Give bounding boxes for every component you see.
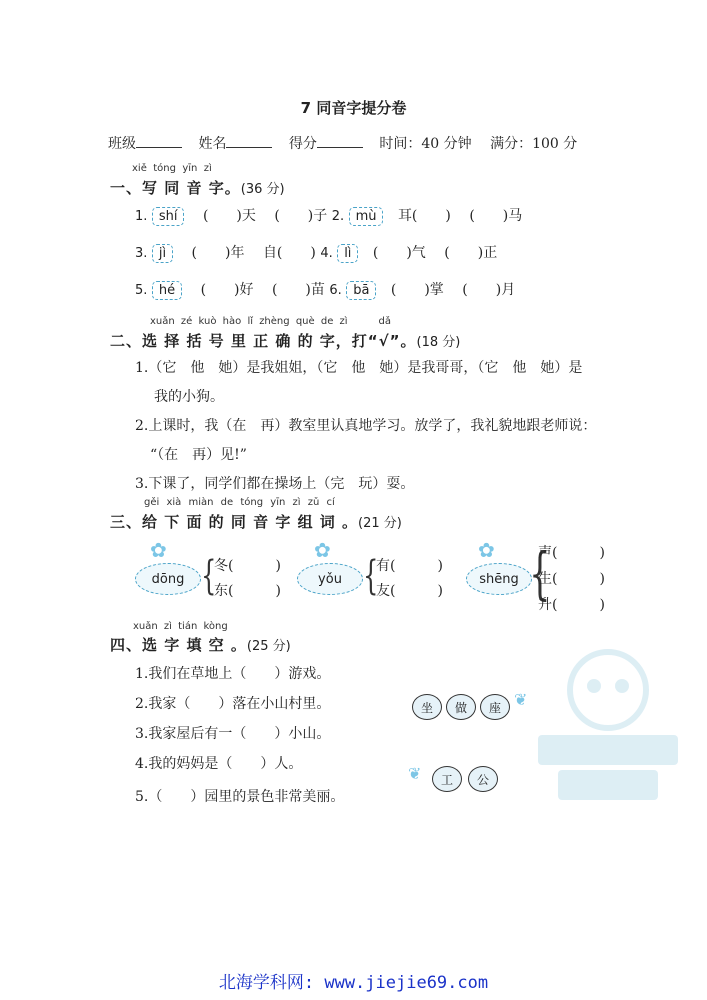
class-blank[interactable] <box>136 134 182 148</box>
pinyin-box: shí <box>152 207 185 226</box>
s1-points: (36 分) <box>240 182 285 197</box>
word-blank[interactable]: 冬( ) <box>214 558 281 574</box>
page-title: 7 同音字提分卷 <box>300 99 407 117</box>
s4-item-1[interactable]: 1.我们在草地上（ ）游戏。 <box>135 666 331 682</box>
s4-pinyin <box>133 621 228 632</box>
s2-py: què <box>295 316 315 327</box>
s1-py-3: zì <box>203 163 212 174</box>
s1-c0: 写 <box>142 179 159 197</box>
s4-py: tián <box>178 621 198 632</box>
word-blank[interactable]: 东( ) <box>214 583 281 599</box>
choice-pumpkin <box>412 694 442 720</box>
s1-py-2: yīn <box>182 163 198 174</box>
s2-pinyin <box>150 316 391 327</box>
s4-item-3[interactable]: 3.我家屋后有一（ ）小山。 <box>135 726 331 742</box>
s2-prefix: 二、 <box>110 332 143 350</box>
choice-char: 做 <box>454 700 467 715</box>
s4-prefix: 四、 <box>110 636 143 654</box>
item-num: 5. <box>135 283 148 298</box>
time-label: 时间：40 分钟 <box>379 136 472 152</box>
s1-c2: 音 <box>186 179 203 197</box>
s1-py-0: xiě <box>132 163 147 174</box>
s3-py: zǔ <box>307 497 320 508</box>
s3-text: 给 下 面 的 同 音 字 组 词 。 <box>142 513 359 531</box>
s2-points: (18 分) <box>416 335 461 350</box>
s4-text: 选 字 填 空 。 <box>142 636 247 654</box>
s1-row-2 <box>135 242 497 263</box>
footer-link[interactable]: 北海学科网: www.jiejie69.com <box>218 973 489 993</box>
item-num: 4. <box>320 246 333 261</box>
score-blank[interactable] <box>317 134 363 148</box>
choice-pumpkin <box>480 694 510 720</box>
name-blank[interactable] <box>226 134 272 148</box>
choice-char: 坐 <box>420 700 433 715</box>
s2-py: hào <box>222 316 242 327</box>
s3-prefix: 三、 <box>110 513 143 531</box>
choice-pumpkin <box>468 766 498 792</box>
item-num: 3. <box>135 246 148 261</box>
s1-py-1: tóng <box>153 163 176 174</box>
butterfly-icon: ✿ <box>314 538 331 562</box>
fill-blank[interactable]: 自( ) <box>262 245 316 261</box>
group-pinyin: yǒu <box>318 571 342 587</box>
s3-py: tóng <box>240 497 264 508</box>
s2-py: zhèng <box>259 316 290 327</box>
s3-py: gěi <box>144 497 160 508</box>
s2-py: de <box>320 316 334 327</box>
s2-q2a[interactable]: 2.上课时，我（在 再）教室里认真地学习。放学了，我礼貌地跟老师说： <box>135 418 597 434</box>
s1-pinyin <box>132 163 212 174</box>
s2-q1b: 我的小狗。 <box>154 389 224 405</box>
s2-py: dǎ <box>378 316 391 327</box>
s1-c1: 同 <box>164 179 181 197</box>
s2-q1a[interactable]: 1.（它 他 她）是我姐姐，（它 他 她）是我哥哥，（它 他 她）是 <box>135 360 583 376</box>
s2-text: 选 择 括 号 里 正 确 的 字，打“√”。 <box>142 332 417 350</box>
s3-py: cí <box>326 497 335 508</box>
word-blank[interactable]: 友( ) <box>376 583 443 599</box>
s3-py: miàn <box>188 497 214 508</box>
full-score-label: 满分：100 分 <box>490 136 578 152</box>
s1-prefix: 一、 <box>110 179 143 197</box>
butterfly-icon: ✿ <box>150 538 167 562</box>
item-num: 2. <box>331 209 345 224</box>
fill-blank[interactable]: ( )年 <box>191 245 245 261</box>
s3-py: zì <box>292 497 301 508</box>
pinyin-box: lì <box>337 244 358 263</box>
s2-py: kuò <box>198 316 217 327</box>
pinyin-box: jì <box>152 244 173 263</box>
choice-pumpkin <box>432 766 462 792</box>
s2-q2b[interactable]: “（在 再）见!” <box>150 447 247 463</box>
fill-blank[interactable]: ( )苗 <box>271 282 325 298</box>
s1-row-1 <box>135 205 522 226</box>
brace: { <box>363 553 379 599</box>
group-pinyin: dōng <box>151 571 185 587</box>
fill-blank[interactable]: ( )好 <box>200 282 254 298</box>
choice-char: 公 <box>476 772 489 787</box>
s2-py: xuǎn <box>150 316 175 327</box>
s3-pinyin <box>144 497 335 508</box>
s4-item-2[interactable]: 2.我家（ ）落在小山村里。 <box>135 696 331 712</box>
fill-blank[interactable]: ( )气 <box>372 245 426 261</box>
s1-c4: 。 <box>224 179 241 197</box>
s2-q3[interactable]: 3.下课了，同学们都在操场上（完 玩）耍。 <box>135 476 415 492</box>
fill-blank[interactable]: ( )天 <box>202 208 256 224</box>
brace: { <box>201 553 217 599</box>
fill-blank[interactable]: ( )月 <box>462 282 516 298</box>
s2-py: lǐ <box>247 316 253 327</box>
word-blank[interactable]: 声( ) <box>538 545 605 561</box>
s3-points: (21 分) <box>358 516 402 531</box>
section-4-heading <box>110 634 291 655</box>
fill-blank[interactable]: 耳( ) <box>397 208 451 224</box>
section-2-heading <box>110 330 460 351</box>
info-line <box>108 133 577 153</box>
s4-points: (25 分) <box>246 639 291 654</box>
s3-py: xià <box>166 497 182 508</box>
s4-item-5[interactable]: 5.（ ）园里的景色非常美丽。 <box>135 789 345 805</box>
choice-char: 座 <box>488 700 501 715</box>
choice-pumpkin <box>446 694 476 720</box>
pinyin-ellipse <box>135 563 201 595</box>
fill-blank[interactable]: ( )正 <box>444 245 498 261</box>
s4-py: kòng <box>203 621 228 632</box>
pinyin-box: hé <box>152 281 182 300</box>
item-num: 1. <box>135 209 148 224</box>
leaf-icon: ❦ <box>514 690 528 709</box>
leaf-icon: ❦ <box>408 764 422 783</box>
group-pinyin: shēng <box>479 571 519 587</box>
s2-py: zì <box>339 316 348 327</box>
name-label: 姓名 <box>198 136 227 152</box>
fill-blank[interactable]: ( )子 <box>274 208 328 224</box>
watermark-logo <box>528 640 688 810</box>
s1-row-3 <box>135 279 515 300</box>
pinyin-box: bā <box>346 281 376 300</box>
pinyin-ellipse <box>297 563 363 595</box>
butterfly-icon: ✿ <box>478 538 495 562</box>
pinyin-ellipse <box>466 563 532 595</box>
s1-c3: 字 <box>208 179 225 197</box>
section-1-heading <box>110 177 285 198</box>
s4-item-4[interactable]: 4.我的妈妈是（ ）人。 <box>135 756 303 772</box>
word-blank[interactable]: 升( ) <box>538 597 605 613</box>
score-label: 得分 <box>288 136 317 152</box>
fill-blank[interactable]: ( )掌 <box>390 282 444 298</box>
class-label: 班级 <box>108 136 136 152</box>
s2-py: zé <box>180 316 193 327</box>
s4-py: xuǎn <box>133 621 158 632</box>
word-blank[interactable]: 有( ) <box>376 558 443 574</box>
pinyin-box: mù <box>349 207 384 226</box>
fill-blank[interactable]: ( )马 <box>469 208 523 224</box>
choice-char: 工 <box>440 772 453 787</box>
s4-py: zì <box>163 621 172 632</box>
item-num: 6. <box>329 283 342 298</box>
s3-py: de <box>220 497 234 508</box>
brace: { <box>529 542 551 607</box>
s3-py: yīn <box>270 497 286 508</box>
word-blank[interactable]: 生( ) <box>538 571 605 587</box>
section-3-heading <box>110 511 402 532</box>
